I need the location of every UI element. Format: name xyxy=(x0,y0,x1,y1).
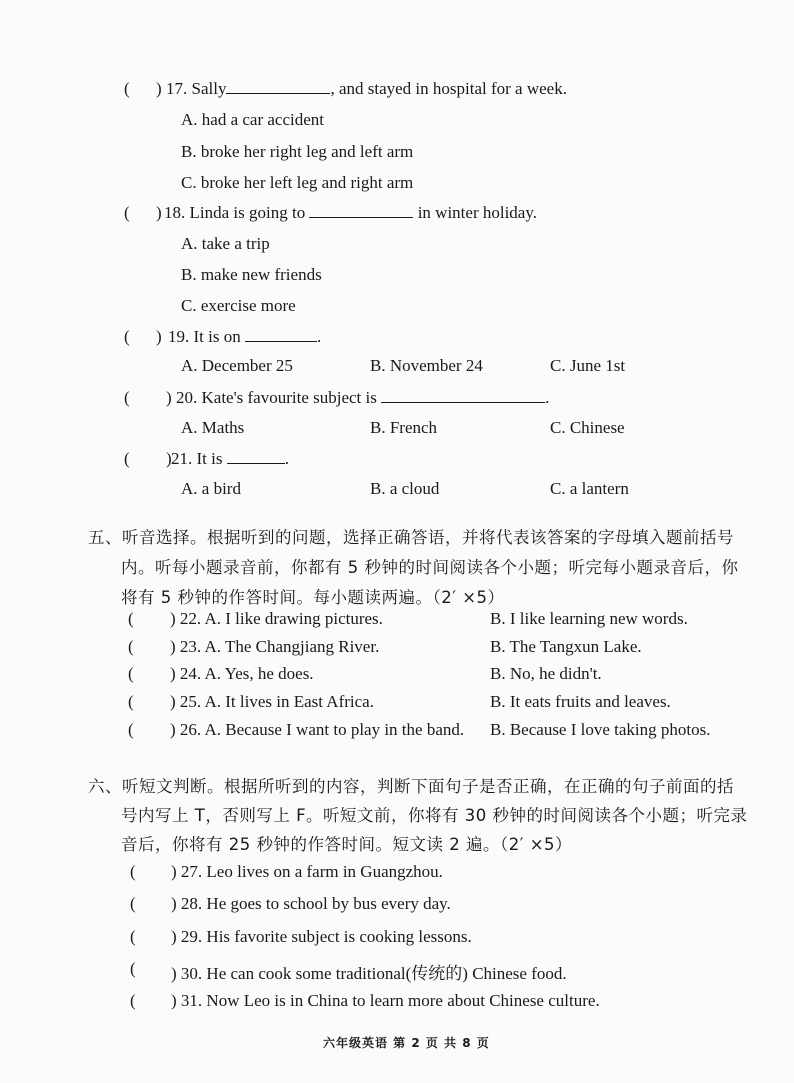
instruction-line: 内。听每小题录音前，你都有 5 秒钟的时间阅读各个小题；听完每小题录音后，你 xyxy=(121,558,739,577)
instruction-line: 五、听音选择。根据听到的问题，选择正确答语，并将代表该答案的字母填入题前括号 xyxy=(88,528,734,547)
option: A. Maths xyxy=(181,418,245,437)
question-text: 21. It is . xyxy=(171,449,289,468)
option: B. No, he didn't. xyxy=(490,664,602,683)
answer-blank[interactable] xyxy=(226,79,330,94)
question-text: ) 25. A. It lives in East Africa. xyxy=(170,692,374,711)
page-footer: 六年级英语 第 2 页 共 8 页 xyxy=(323,1036,490,1050)
option: C. exercise more xyxy=(181,296,296,315)
answer-bracket[interactable]: ( xyxy=(130,894,136,913)
answer-bracket[interactable]: ( xyxy=(124,327,130,346)
answer-bracket[interactable]: ( xyxy=(128,609,134,628)
answer-bracket[interactable]: ( xyxy=(124,203,130,222)
option: C. Chinese xyxy=(550,418,625,437)
answer-bracket[interactable]: ( xyxy=(130,927,136,946)
answer-blank[interactable] xyxy=(245,327,317,342)
statement: ) 30. He can cook some traditional(传统的) Chinese food. xyxy=(171,964,567,983)
answer-bracket[interactable]: ( xyxy=(128,720,134,739)
answer-blank[interactable] xyxy=(227,449,285,464)
answer-bracket-close: ) xyxy=(166,388,172,407)
instruction-line: 将有 5 秒钟的作答时间。每小题读两遍。（2′ ×5） xyxy=(121,588,505,607)
option: C. June 1st xyxy=(550,356,626,375)
option: A. take a trip xyxy=(181,234,270,253)
option: B. It eats fruits and leaves. xyxy=(490,692,671,711)
answer-bracket-close: ) xyxy=(156,79,162,98)
option: B. November 24 xyxy=(370,356,483,375)
instruction-line: 号内写上 T，否则写上 F。听短文前，你将有 30 秒钟的时间阅读各个小题；听完录 xyxy=(121,806,748,825)
answer-bracket-close: ) xyxy=(166,449,172,468)
option: B. make new friends xyxy=(181,265,322,284)
answer-bracket[interactable]: ( xyxy=(128,692,134,711)
answer-bracket[interactable]: ( xyxy=(130,991,136,1010)
answer-bracket[interactable]: ( xyxy=(128,664,134,683)
question-text: ) 23. A. The Changjiang River. xyxy=(170,637,380,656)
answer-bracket-close: ) xyxy=(156,327,162,346)
answer-bracket[interactable]: ( xyxy=(128,637,134,656)
question-text: 19. It is on . xyxy=(168,327,322,346)
answer-bracket[interactable]: ( xyxy=(130,862,136,881)
statement: ) 27. Leo lives on a farm in Guangzhou. xyxy=(171,862,443,881)
question-text: ) 24. A. Yes, he does. xyxy=(170,664,314,683)
option: A. had a car accident xyxy=(181,110,324,129)
question-text: 18. Linda is going to in winter holiday. xyxy=(164,203,537,222)
option: A. December 25 xyxy=(181,356,293,375)
statement: ) 29. His favorite subject is cooking lessons. xyxy=(171,927,472,946)
answer-blank[interactable] xyxy=(309,203,413,218)
question-text: 17. Sally , and stayed in hospital for a week. xyxy=(166,79,567,98)
instruction-line: 六、听短文判断。根据所听到的内容，判断下面句子是否正确，在正确的句子前面的括 xyxy=(88,777,734,796)
question-text: 20. Kate's favourite subject is . xyxy=(176,388,550,407)
question-text: ) 22. A. I like drawing pictures. xyxy=(170,609,383,628)
option: B. French xyxy=(370,418,438,437)
option: B. Because I love taking photos. xyxy=(490,720,711,739)
question-text: ) 26. A. Because I want to play in the band. xyxy=(170,720,465,739)
option: B. I like learning new words. xyxy=(490,609,688,628)
option: B. The Tangxun Lake. xyxy=(490,637,642,656)
option: A. a bird xyxy=(181,479,241,498)
option: C. broke her left leg and right arm xyxy=(181,173,414,192)
statement: ) 31. Now Leo is in China to learn more about Chinese culture. xyxy=(171,991,600,1010)
instruction-line: 音后，你将有 25 秒钟的作答时间。短文读 2 遍。（2′ ×5） xyxy=(121,835,573,854)
option: B. broke her right leg and left arm xyxy=(181,142,414,161)
answer-bracket[interactable]: ( xyxy=(124,79,130,98)
answer-bracket-close: ) xyxy=(156,203,162,222)
answer-bracket[interactable]: ( xyxy=(124,449,130,468)
option: B. a cloud xyxy=(370,479,440,498)
answer-bracket[interactable]: ( xyxy=(130,959,136,978)
option: C. a lantern xyxy=(550,479,629,498)
answer-bracket[interactable]: ( xyxy=(124,388,130,407)
answer-blank[interactable] xyxy=(381,388,545,403)
statement: ) 28. He goes to school by bus every day. xyxy=(171,894,451,913)
